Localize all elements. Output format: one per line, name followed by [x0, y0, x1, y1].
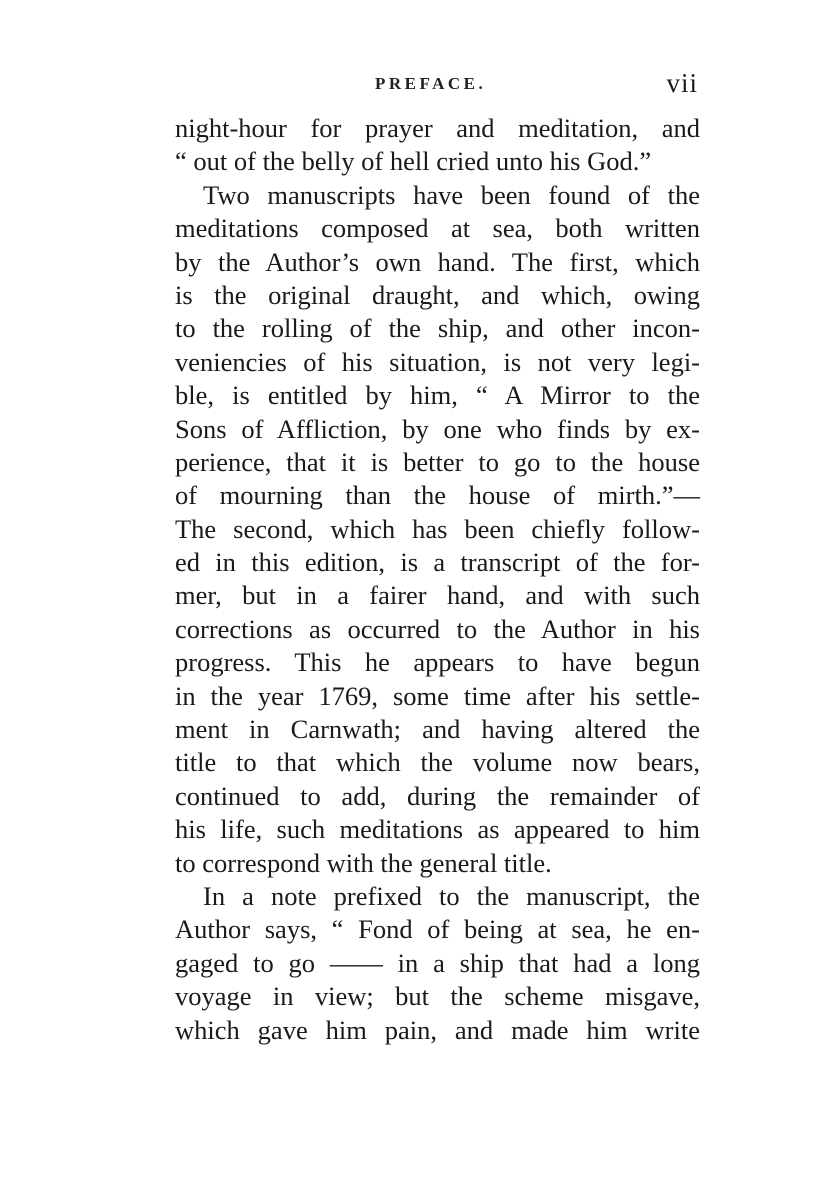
text-line: which gave him pain, and made him write — [175, 1014, 700, 1045]
text-line: ed in this edition, is a transcript of the for- — [175, 547, 700, 578]
body-text — [175, 112, 700, 1047]
text-line: Author says, “ Fond of being at sea, he en- — [175, 914, 700, 945]
text-line: is the original draught, and which, owing — [175, 279, 700, 310]
text-line: The second, which has been chiefly follow- — [175, 513, 700, 544]
text-line: title to that which the volume now bears, — [175, 747, 700, 778]
text-line: by the Author’s own hand. The first, which — [175, 246, 700, 277]
page-header — [175, 68, 700, 104]
text-line: voyage in view; but the scheme misgave, — [175, 981, 700, 1012]
text-line: Sons of Affliction, by one who finds by ex- — [175, 413, 700, 444]
text-line: mer, but in a fairer hand, and with such — [175, 580, 700, 611]
text-line: ble, is entitled by him, “ A Mirror to the — [175, 380, 700, 411]
text-line: veniencies of his situation, is not very legi- — [175, 346, 700, 377]
text-line: “ out of the belly of hell cried unto his God.” — [175, 146, 652, 177]
text-line: progress. This he appears to have begun — [175, 647, 700, 678]
running-title: PREFACE. — [375, 74, 487, 93]
paragraph-start-line: In a note prefixed to the manuscript, the — [203, 880, 700, 911]
text-line: to correspond with the general title. — [175, 847, 552, 878]
text-line: in the year 1769, some time after his settle- — [175, 680, 700, 711]
text-line: perience, that it is better to go to the house — [175, 446, 700, 477]
text-line: to the rolling of the ship, and other incon- — [175, 313, 700, 344]
text-line: gaged to go —— in a ship that had a long — [175, 947, 700, 978]
text-line: of mourning than the house of mirth.”— — [175, 480, 700, 511]
text-line: continued to add, during the remainder of — [175, 780, 700, 811]
paragraph-start-line: Two manuscripts have been found of the — [203, 179, 700, 210]
text-line: corrections as occurred to the Author in his — [175, 613, 700, 644]
text-line: ment in Carnwath; and having altered the — [175, 714, 700, 745]
page-number: vii — [666, 68, 698, 98]
text-line: meditations composed at sea, both written — [175, 213, 700, 244]
text-line: night-hour for prayer and meditation, and — [175, 113, 700, 143]
text-line: his life, such meditations as appeared to him — [175, 814, 700, 845]
